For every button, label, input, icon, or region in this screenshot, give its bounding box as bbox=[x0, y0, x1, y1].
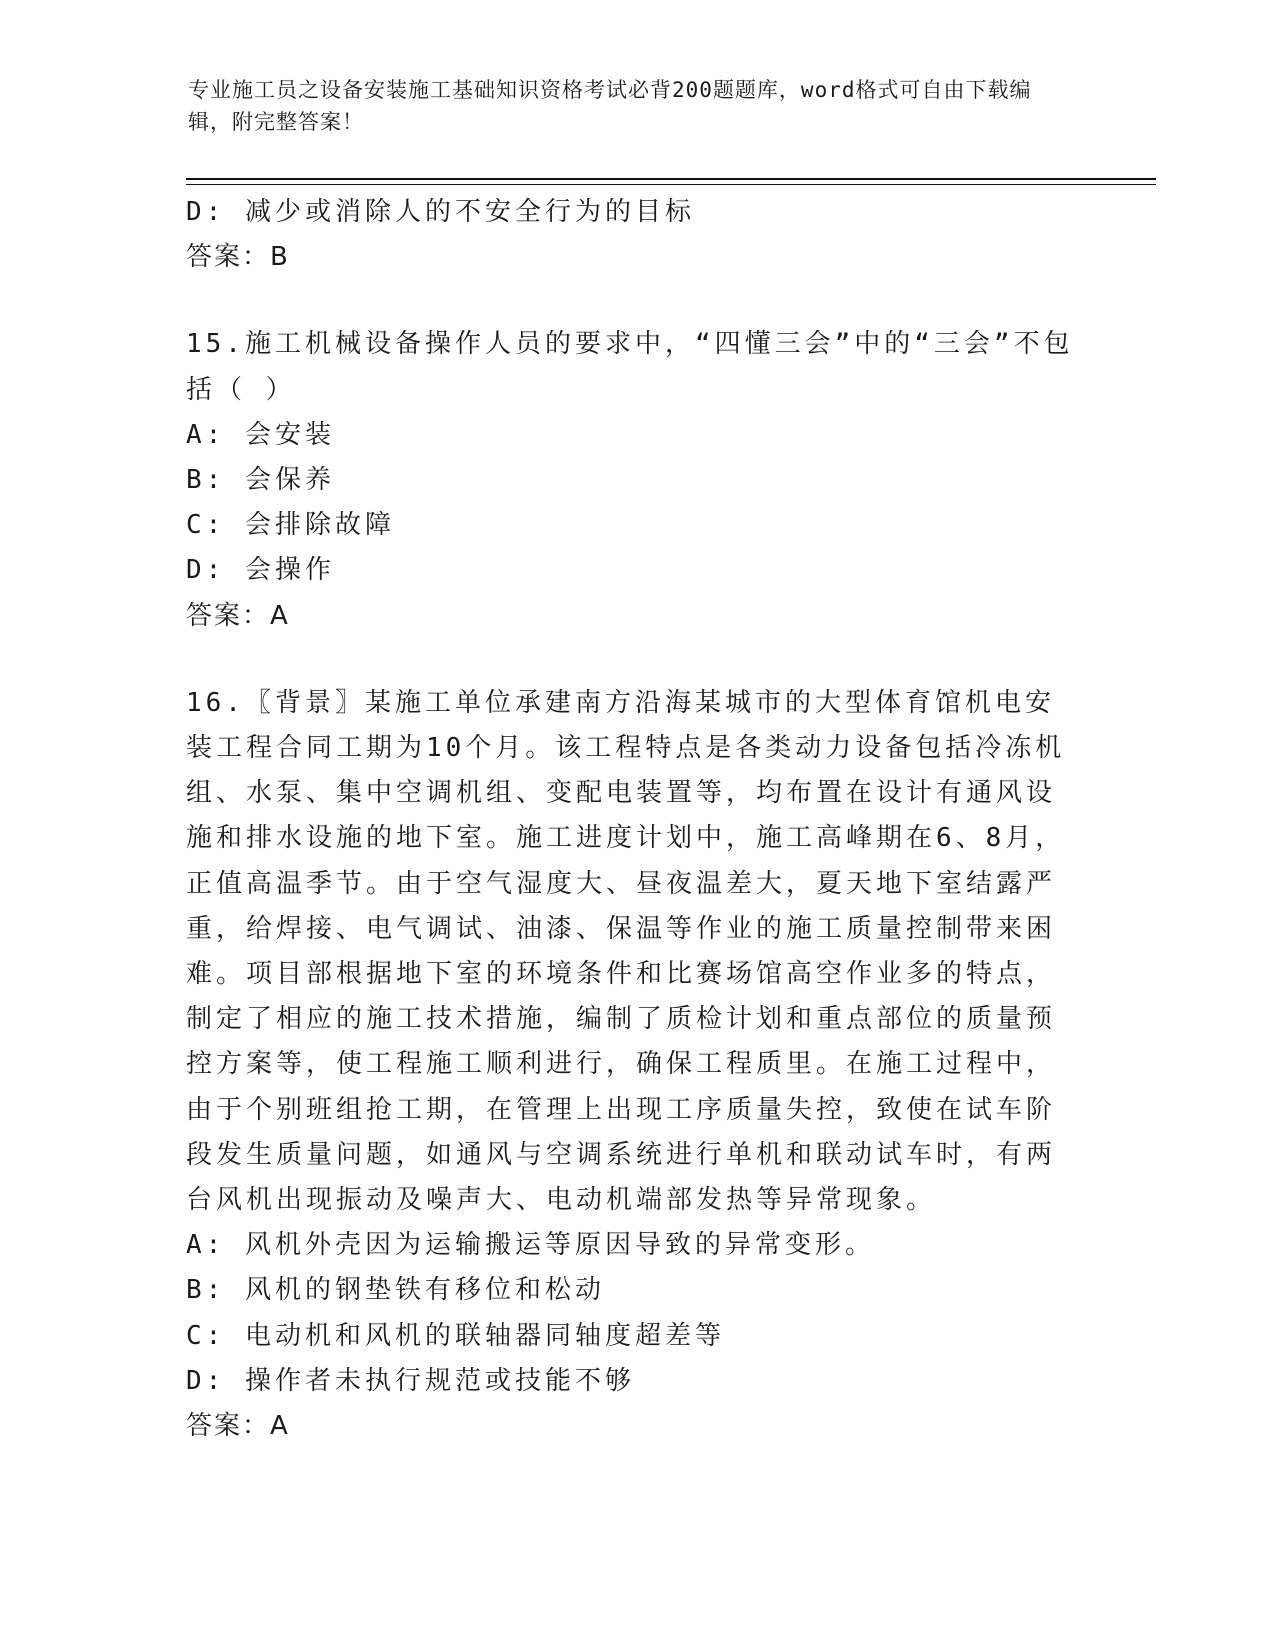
q16-answer: 答案：A bbox=[186, 1411, 290, 1442]
prev-option-d: D: 减少或消除人的不安全行为的目标 bbox=[186, 197, 695, 227]
q15-option-c: C: 会排除故障 bbox=[186, 510, 395, 541]
q15-stem: 15.施工机械设备操作人员的要求中，“四懂三会”中的“三会”不包括（ ） bbox=[186, 329, 1074, 405]
q15-option-b: B: 会保养 bbox=[186, 465, 335, 496]
q16-option-c: C: 电动机和风机的联轴器同轴度超差等 bbox=[186, 1320, 725, 1351]
q15-answer: 答案：A bbox=[186, 600, 290, 631]
spacer bbox=[186, 280, 1076, 322]
prev-answer: 答案：B bbox=[186, 242, 290, 273]
q16-option-b: B: 风机的钢垫铁有移位和松动 bbox=[186, 1275, 605, 1306]
q15-option-a: A: 会安装 bbox=[186, 419, 335, 450]
header-rule-thick bbox=[186, 178, 1156, 180]
q16-option-d: D: 操作者未执行规范或技能不够 bbox=[186, 1365, 635, 1396]
document-content bbox=[186, 190, 1076, 1449]
header-rule-thin bbox=[186, 184, 1156, 185]
spacer bbox=[186, 639, 1076, 681]
q15-option-d: D: 会操作 bbox=[186, 555, 335, 586]
q16-stem: 16.〖背景〗某施工单位承建南方沿海某城市的大型体育馆机电安装工程合同工期为10个月。该工程特点是各类动力设备包括冷冻机组、水泵、集中空调机组、变配电装置等，均布置在设计有通风设施和排水设施的地下室。施工进度计划中，施工高峰期在6、8月，正值高温季节。由于空气湿度大、昼夜温差大，夏天地下室结露严重，给焊接、电气调试、油漆、保温等作业的施工质量控制带来困难。项目部根据地下室的环境条件和比赛场馆高空作业多的特点，制定了相应的施工技术措施，编制了质检计划和重点部位的质量预控方案等，使工程施工顺利进行，确保工程质里。在施工过程中，由于个别班组抢工期，在管理上出现工序质量失控，致使在试车阶段发生质量问题，如通风与空调系统进行单机和联动试车时，有两台风机出现振动及噪声大、电动机端部发热等异常现象。 bbox=[186, 687, 1066, 1216]
page-header: 专业施工员之设备安装施工基础知识资格考试必背200题题库，word格式可自由下载编辑，附完整答案！ bbox=[188, 78, 1032, 134]
q16-option-a: A: 风机外壳因为运输搬运等原因导致的异常变形。 bbox=[186, 1230, 875, 1261]
